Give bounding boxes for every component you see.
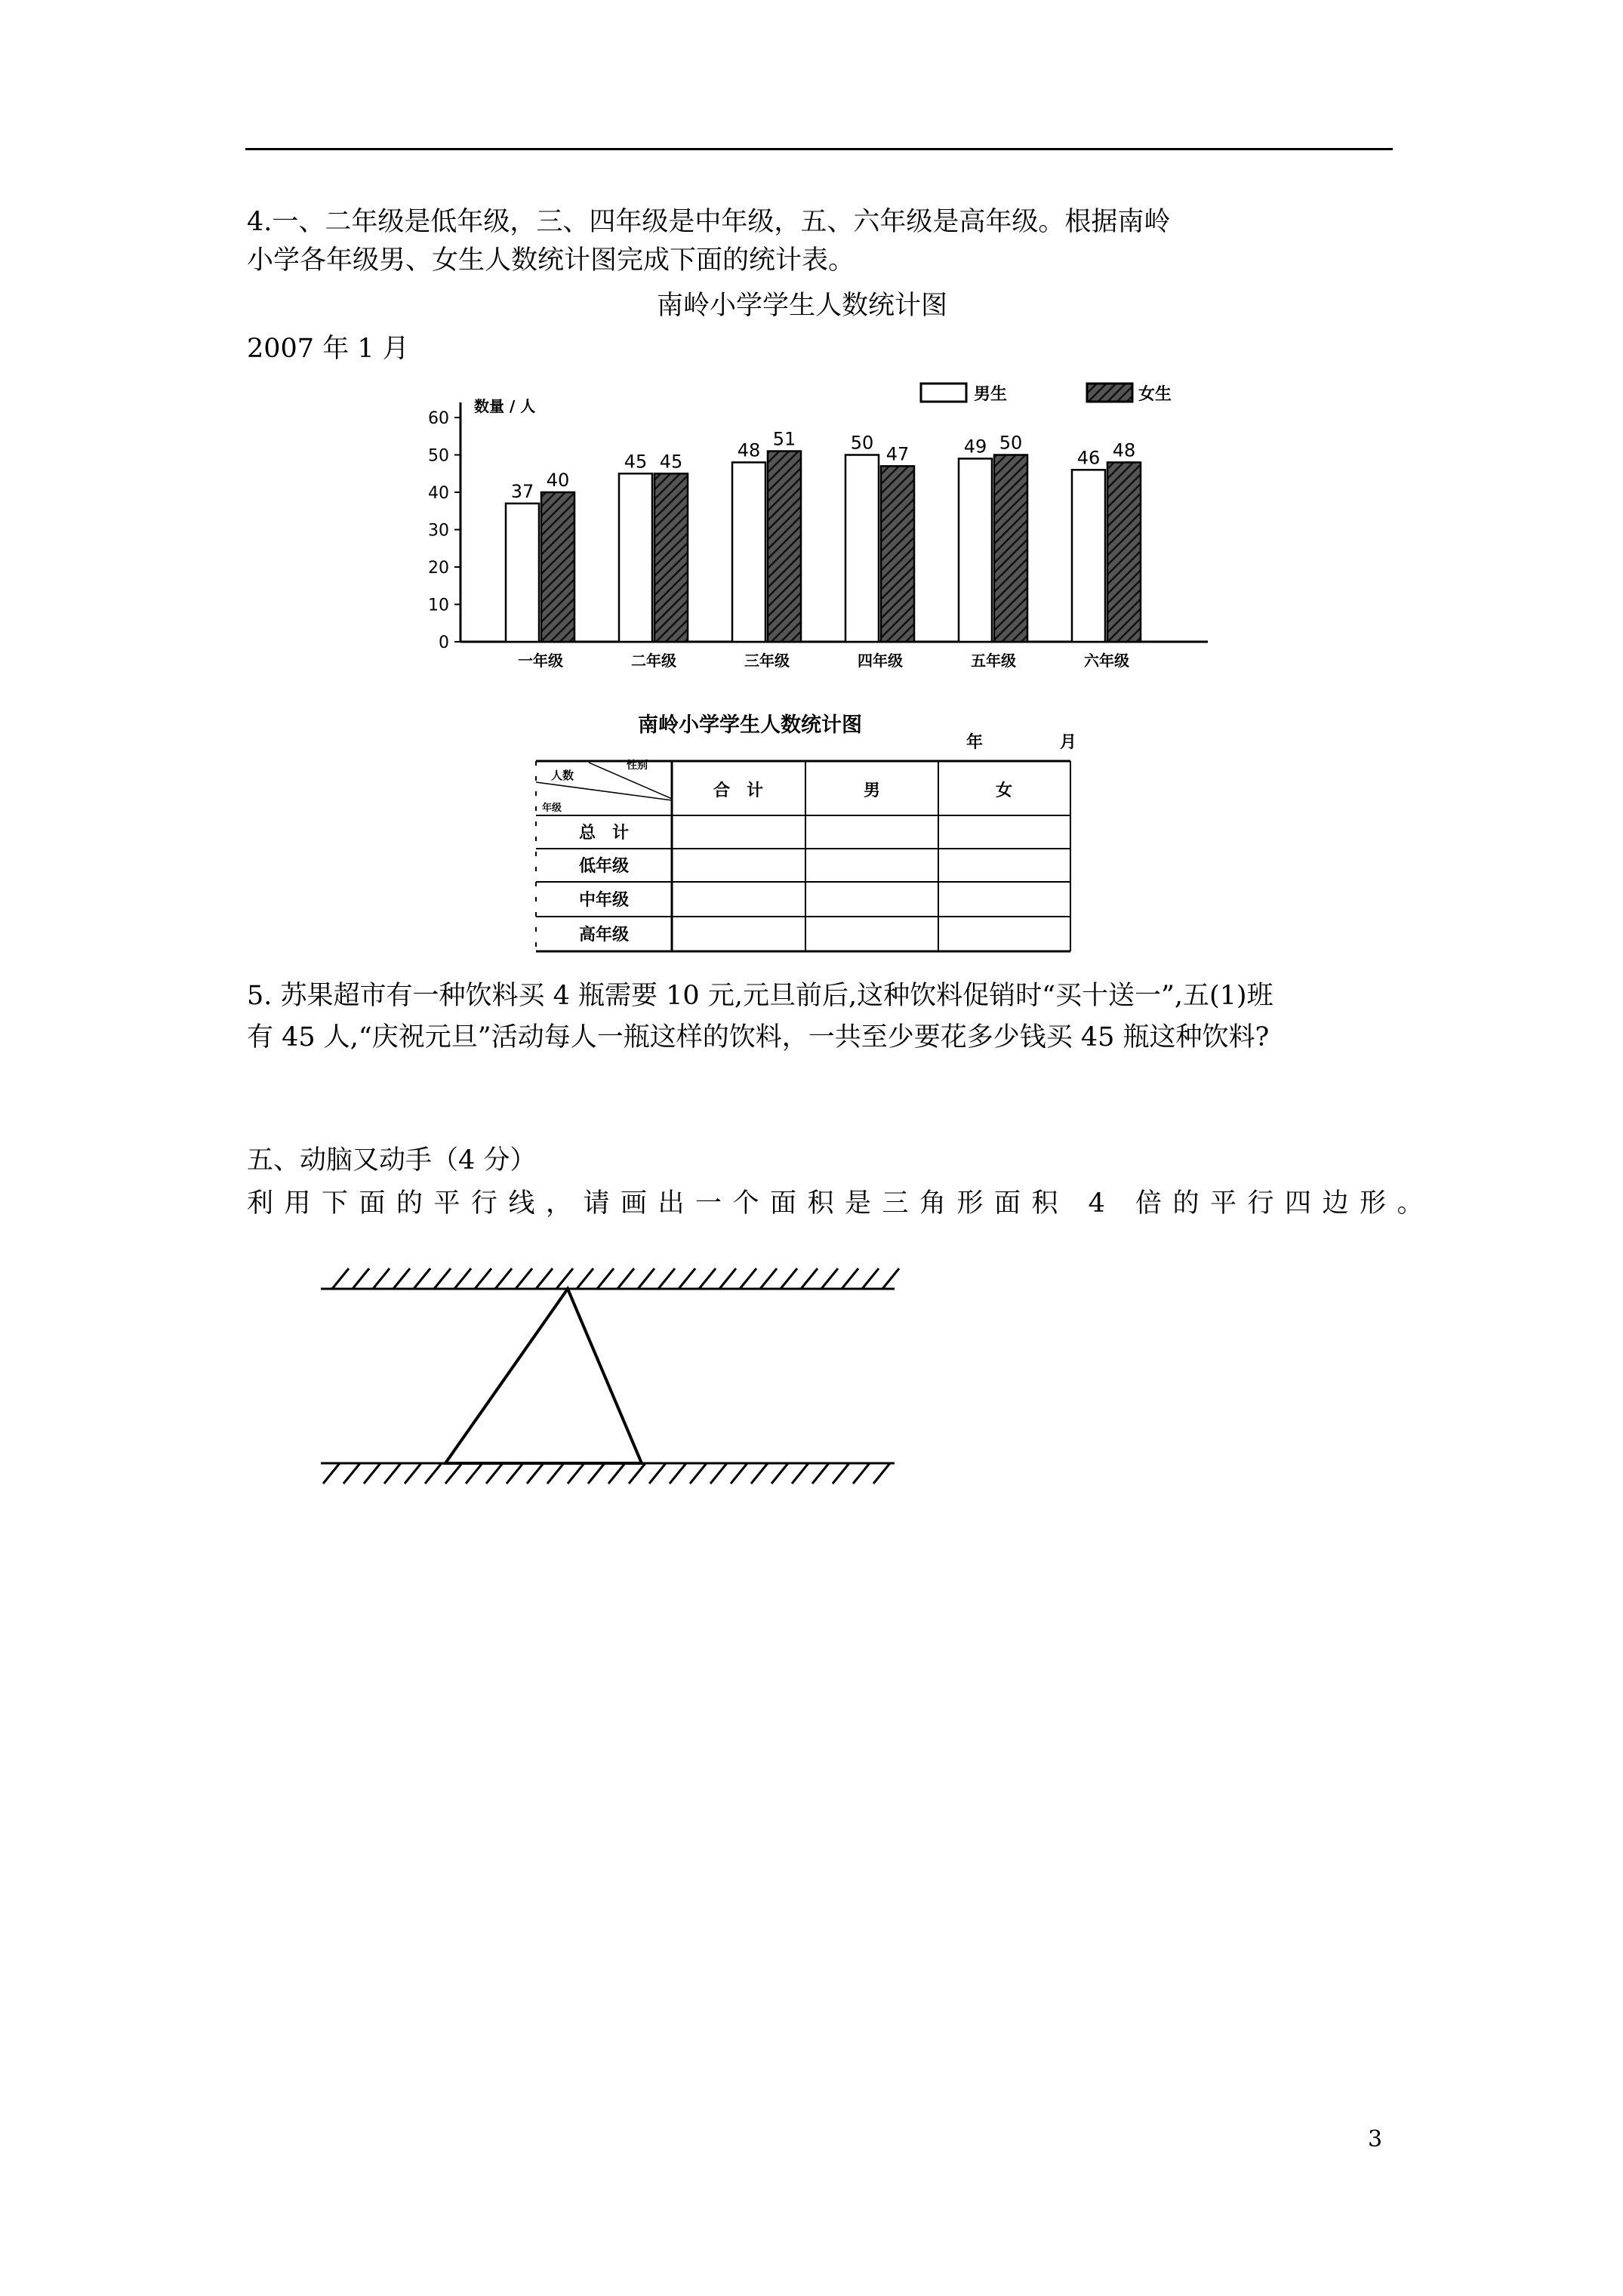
data-label: 45 [624, 451, 648, 473]
legend-male-swatch [921, 384, 966, 402]
q4-line-2: 小学各年级男、女生人数统计图完成下面的统计表。 [247, 245, 855, 276]
category-label: 六年级 [1084, 652, 1129, 670]
bar-chart [408, 370, 1230, 680]
top-line-hatching [332, 1268, 899, 1289]
category-label: 三年级 [744, 652, 790, 670]
bar-female [881, 466, 914, 642]
bar-male [619, 473, 652, 642]
chart-date: 2007 年 1 月 [247, 334, 409, 364]
bar-male [506, 504, 539, 642]
corner-sex-label: 性别 [627, 760, 648, 772]
category-label: 二年级 [631, 652, 676, 670]
bar-female [768, 451, 801, 642]
bottom-line-hatching [323, 1463, 890, 1484]
data-label: 48 [1112, 439, 1136, 461]
data-label: 49 [963, 436, 987, 458]
data-label: 45 [659, 451, 683, 473]
category-label: 一年级 [518, 652, 563, 670]
bar-male [732, 462, 765, 642]
bar-male [1072, 470, 1105, 642]
data-label: 51 [772, 428, 796, 450]
y-tick-label: 60 [428, 409, 449, 428]
y-tick-label: 20 [428, 559, 449, 578]
table-date-label: 年 月 [966, 733, 1107, 752]
chart-title: 南岭小学学生人数统计图 [657, 291, 948, 321]
statistics-table [528, 755, 1102, 959]
legend-female-swatch [1087, 384, 1132, 402]
category-label: 四年级 [858, 652, 903, 670]
y-axis-label: 数量 / 人 [474, 397, 536, 415]
legend-female-label: 女生 [1138, 385, 1172, 404]
triangle [445, 1289, 642, 1463]
bar-male [845, 455, 879, 643]
y-tick-label: 10 [428, 596, 449, 615]
row-low-grade: 低年级 [578, 857, 630, 876]
section5-instruction: 利用下面的平行线，请画出一个面积是三角形面积 4 倍的平行四边形。 [247, 1188, 1435, 1219]
data-label: 40 [546, 470, 570, 491]
q4-line-1: 4.一、二年级是低年级，三、四年级是中年级，五、六年级是高年级。根据南岭 [247, 207, 1171, 237]
row-total: 总 计 [578, 824, 630, 843]
y-tick-label: 30 [428, 521, 449, 541]
row-high-grade: 高年级 [578, 926, 630, 945]
bar-female [1107, 462, 1141, 642]
data-label: 50 [850, 432, 874, 454]
header-rule [245, 148, 1393, 150]
page-number: 3 [1368, 2126, 1383, 2153]
q5-line-2: 有 45 人,“庆祝元旦”活动每人一瓶这样的饮料，一共至少要花多少钱买 45 瓶这种饮料? [247, 1022, 1270, 1052]
q5-line-1: 5. 苏果超市有一种饮料买 4 瓶需要 10 元,元旦前后,这种饮料促销时“买十送一”,五(1)班 [247, 981, 1273, 1011]
y-tick-label: 40 [428, 484, 449, 503]
data-label: 37 [510, 480, 534, 502]
data-label: 46 [1076, 447, 1101, 469]
corner-count-label: 人数 [551, 769, 574, 782]
y-tick-label: 0 [439, 633, 449, 652]
data-label: 50 [999, 432, 1023, 454]
legend-male-label: 男生 [974, 385, 1008, 404]
data-label: 48 [737, 439, 761, 461]
parallel-lines-figure [310, 1253, 913, 1540]
data-label: 47 [885, 443, 910, 465]
y-tick-label: 50 [428, 446, 449, 466]
row-mid-grade: 中年级 [578, 891, 630, 910]
category-label: 五年级 [971, 652, 1016, 670]
bar-male [959, 458, 992, 642]
bar-female [654, 473, 688, 642]
col-female: 女 [995, 781, 1013, 800]
table-title: 南岭小学学生人数统计图 [638, 713, 862, 737]
col-male: 男 [863, 781, 881, 800]
bar-female [541, 492, 574, 642]
corner-grade-label: 年级 [542, 803, 562, 814]
bar-female [994, 455, 1027, 643]
section5-heading: 五、动脑又动手（4 分） [247, 1145, 537, 1176]
col-total: 合 计 [713, 781, 764, 800]
